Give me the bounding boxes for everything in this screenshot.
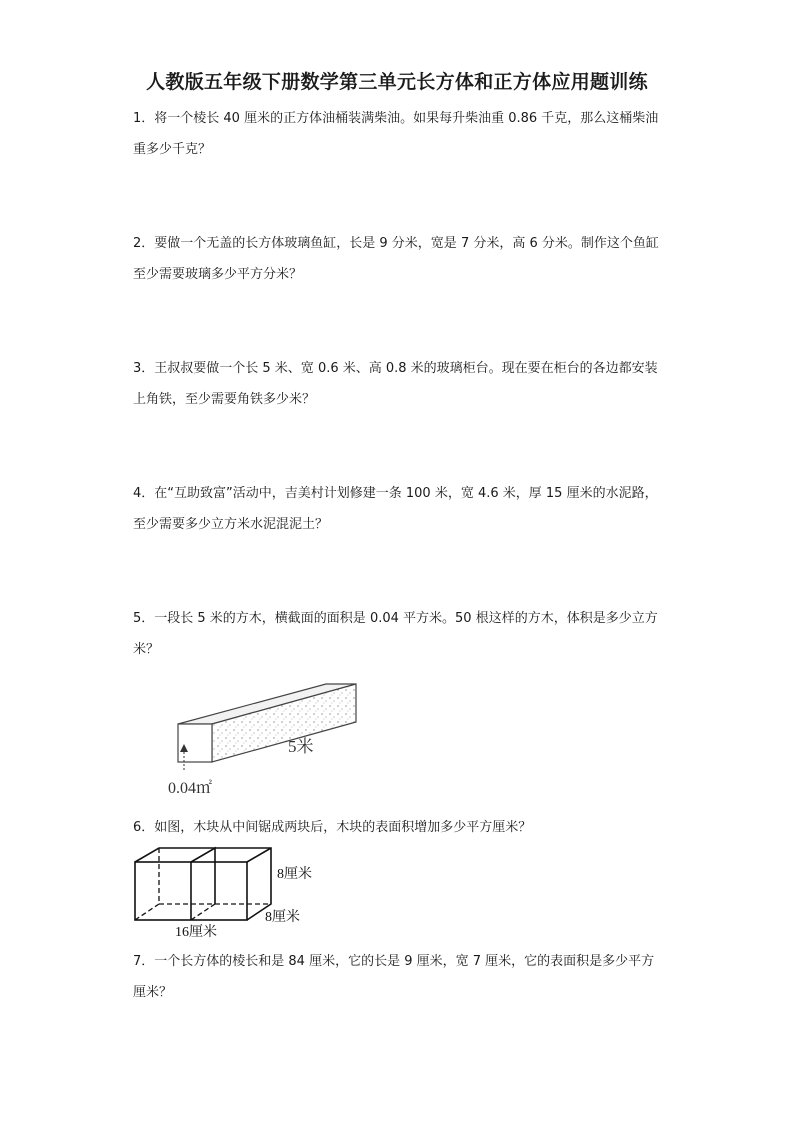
page-title: 人教版五年级下册数学第三单元长方体和正方体应用题训练 (146, 71, 648, 93)
cuboid-figure (125, 840, 325, 940)
question-2: 2．要做一个无盖的长方体玻璃鱼缸，长是 9 分米，宽是 7 分米，高 6 分米。制作这个鱼缸至少需要玻璃多少平方分米？ (133, 236, 659, 282)
length-label: 16厘米 (175, 925, 217, 940)
question-3: 3．王叔叔要做一个长 5 米、宽 0.6 米、高 0.8 米的玻璃柜台。现在要在柜台的各边都安装上角铁，至少需要角铁多少米？ (133, 361, 658, 407)
height-label: 8厘米 (277, 867, 312, 882)
question-6: 6．如图，木块从中间锯成两块后，木块的表面积增加多少平方厘米？ (133, 820, 532, 835)
timber-end-face (178, 724, 212, 762)
question-4: 4．在“互助致富”活动中，吉美村计划修建一条 100 米，宽 4.6 米，厚 15 厘米的水泥路，至少需要多少立方米水泥混泥土？ (133, 486, 658, 532)
timber-figure (160, 680, 370, 805)
cross-section-area-label: 0.04㎡ (168, 780, 213, 797)
question-1: 1．将一个棱长 40 厘米的正方体油桶装满柴油。如果每升柴油重 0.86 千克，那么这桶柴油重多少千克？ (133, 111, 659, 157)
timber-length-label: 5米 (288, 737, 314, 756)
width-label: 8厘米 (265, 910, 300, 925)
question-5: 5．一段长 5 米的方木，横截面的面积是 0.04 平方米。50 根这样的方木，体积是多少立方米？ (133, 611, 658, 657)
question-7: 7．一个长方体的棱长和是 84 厘米，它的长是 9 厘米，宽 7 厘米，它的表面积是多少平方厘米？ (133, 954, 655, 1000)
